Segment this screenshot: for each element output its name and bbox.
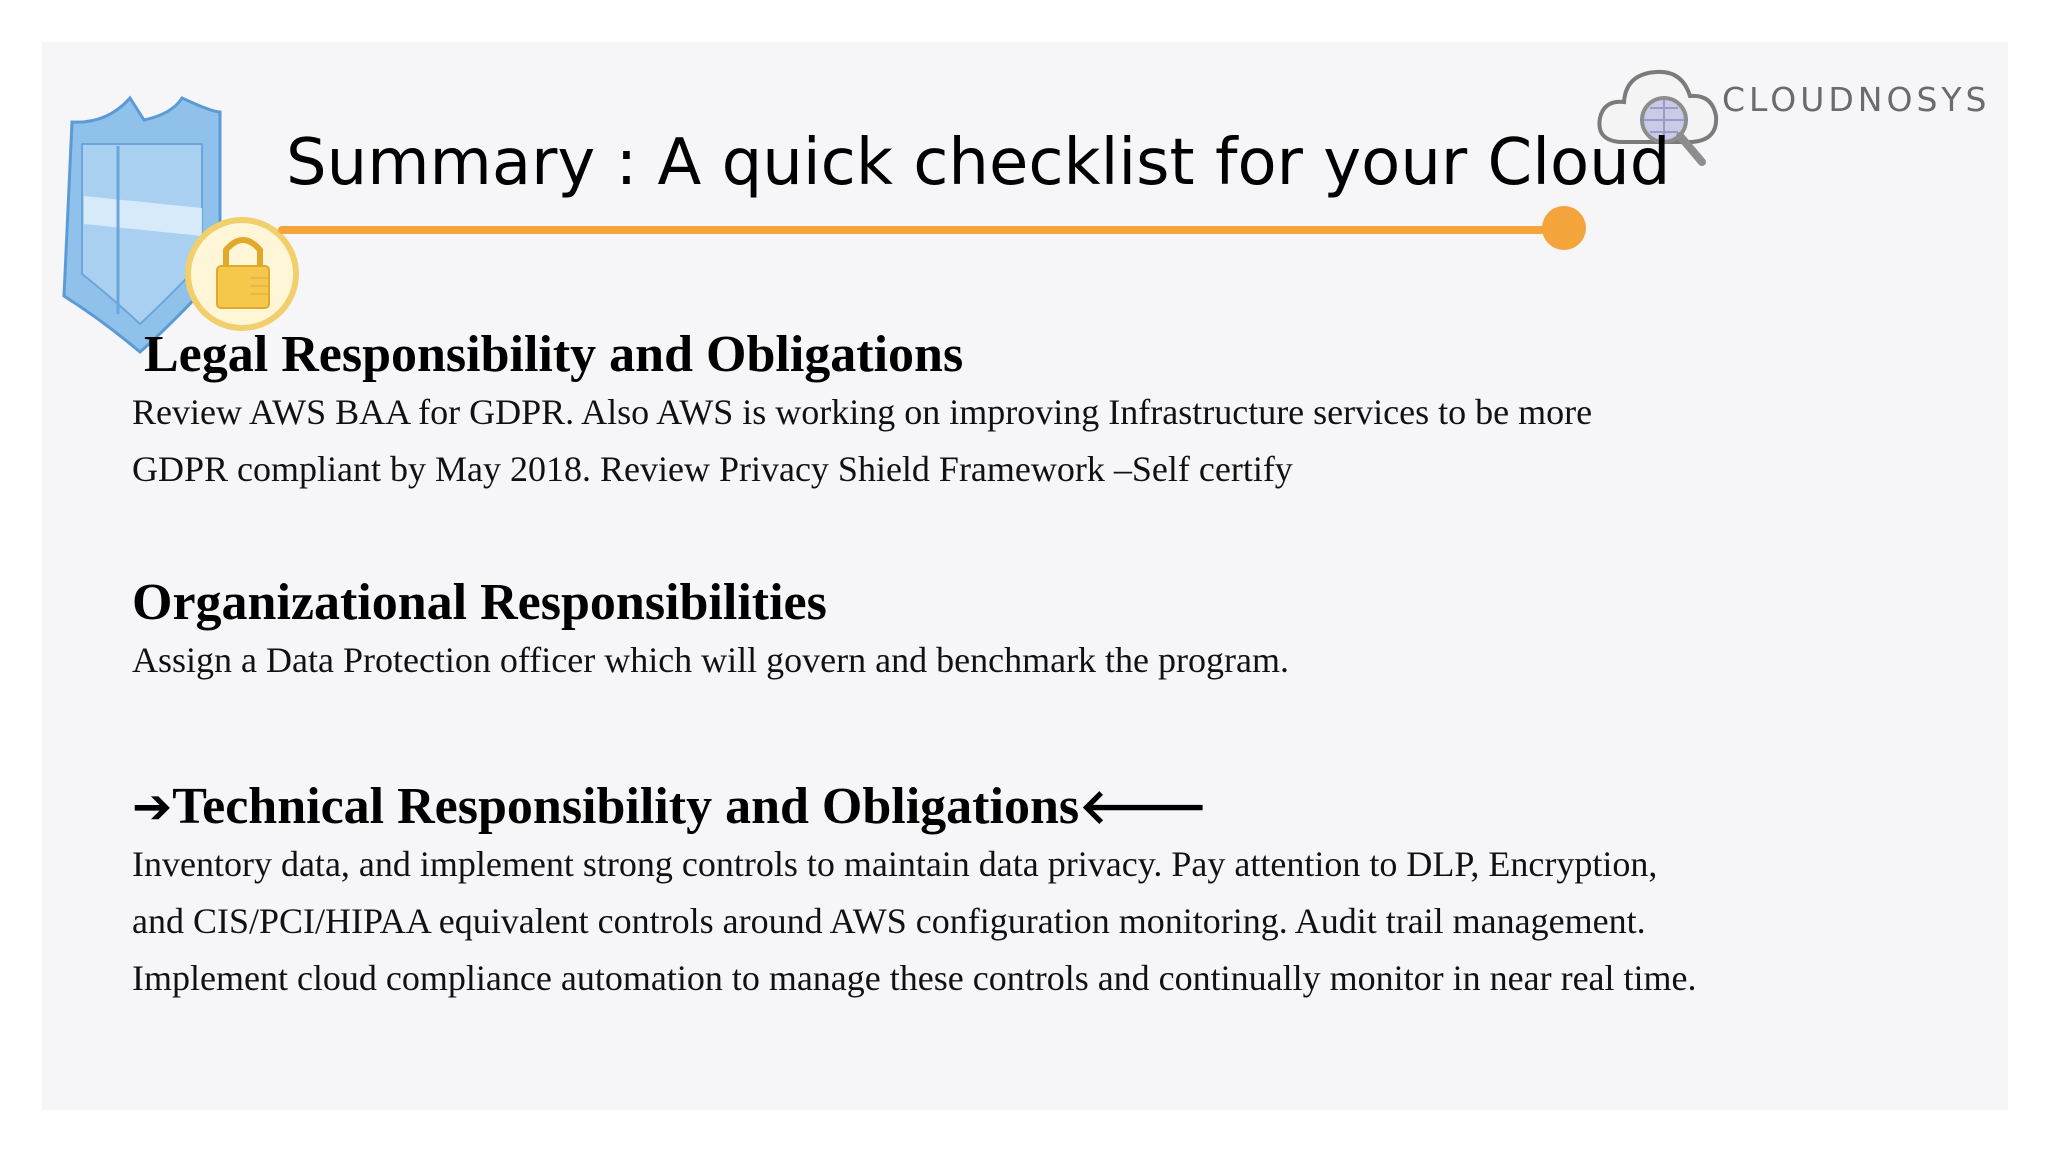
title-underline [278,226,1584,234]
section-text-line: GDPR compliant by May 2018. Review Privacy Shield Framework –Self certify [132,449,1293,490]
section-text-line: and CIS/PCI/HIPAA equivalent controls around AWS configuration monitoring. Audit trail management. [132,901,1646,942]
section-text-line: Implement cloud compliance automation to manage these controls and continually monitor in near real time. [132,958,1697,999]
section-legal [132,324,1962,498]
brand-name: CLOUDNOSYS [1722,80,1991,119]
section-heading-row [132,776,1962,838]
section-heading: Technical Responsibility and Obligations [172,778,1080,835]
slide [42,42,2008,1110]
arrow-right-icon: ➔ [132,779,173,835]
section-technical [132,776,1962,1007]
section-heading: Organizational Responsibilities [132,574,827,631]
section-text-line: Review AWS BAA for GDPR. Also AWS is working on improving Infrastructure services to be more [132,392,1593,433]
section-organizational [132,572,1962,689]
section-heading: Legal Responsibility and Obligations [144,326,964,383]
section-text-line: Inventory data, and implement strong controls to maintain data privacy. Pay attention to DLP, Encryption, [132,844,1658,885]
title-underline-dot [1542,206,1586,250]
page-title: Summary : A quick checklist for your Cloud [286,126,1671,200]
arrow-left-icon: 🡐 [1079,779,1208,835]
section-text-line: Assign a Data Protection officer which will govern and benchmark the program. [132,640,1289,681]
